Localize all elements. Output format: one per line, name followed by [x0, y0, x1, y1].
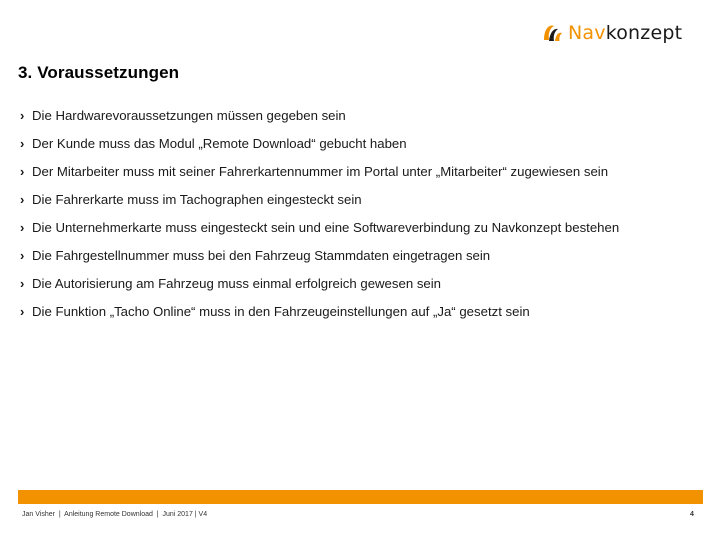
footer-meta: Jan Visher | Anleitung Remote Download | Juni 2017 | V4 [22, 511, 208, 518]
chevron-right-icon: › [20, 192, 25, 207]
list-item [20, 135, 710, 153]
chevron-right-icon: › [20, 164, 25, 179]
footer-accent-bar [18, 490, 703, 504]
chevron-right-icon: › [20, 136, 25, 151]
list-item [20, 107, 710, 125]
list-item-text: Der Kunde muss das Modul „Remote Download“ gebucht haben [32, 136, 407, 151]
list-item-text: Die Hardwarevoraussetzungen müssen gegeben sein [32, 108, 346, 123]
navkonzept-logo [540, 18, 710, 48]
list-item-text: Die Fahrgestellnummer muss bei den Fahrzeug Stammdaten eingetragen sein [32, 248, 491, 263]
list-item [20, 219, 710, 237]
list-item-text: Die Unternehmerkarte muss eingesteckt sein und eine Softwareverbindung zu Navkonzept bestehen [32, 220, 620, 235]
slide-title: 3. Voraussetzungen [18, 63, 180, 82]
list-item [20, 163, 710, 181]
list-item-text: Der Mitarbeiter muss mit seiner Fahrerkartennummer im Portal unter „Mitarbeiter“ zugewiesen sein [32, 164, 609, 179]
navkonzept-swirl-logo-icon [540, 20, 566, 46]
list-item-text: Die Fahrerkarte muss im Tachographen eingesteckt sein [32, 192, 362, 207]
list-item [20, 191, 710, 209]
requirements-list [20, 107, 710, 331]
list-item-text: Die Funktion „Tacho Online“ muss in den Fahrzeugeinstellungen auf „Ja“ gesetzt sein [32, 304, 530, 319]
chevron-right-icon: › [20, 108, 25, 123]
chevron-right-icon: › [20, 220, 25, 235]
list-item [20, 303, 710, 321]
list-item-text: Die Autorisierung am Fahrzeug muss einmal erfolgreich gewesen sein [32, 276, 442, 291]
list-item [20, 275, 710, 293]
logo-wordmark [568, 21, 683, 44]
chevron-right-icon: › [20, 276, 25, 291]
chevron-right-icon: › [20, 304, 25, 319]
logo-wordmark-konzept: konzept [605, 21, 683, 44]
list-item [20, 247, 710, 265]
chevron-right-icon: › [20, 248, 25, 263]
logo-wordmark-nav: Nav [568, 21, 606, 44]
page-number: 4 [690, 511, 694, 518]
